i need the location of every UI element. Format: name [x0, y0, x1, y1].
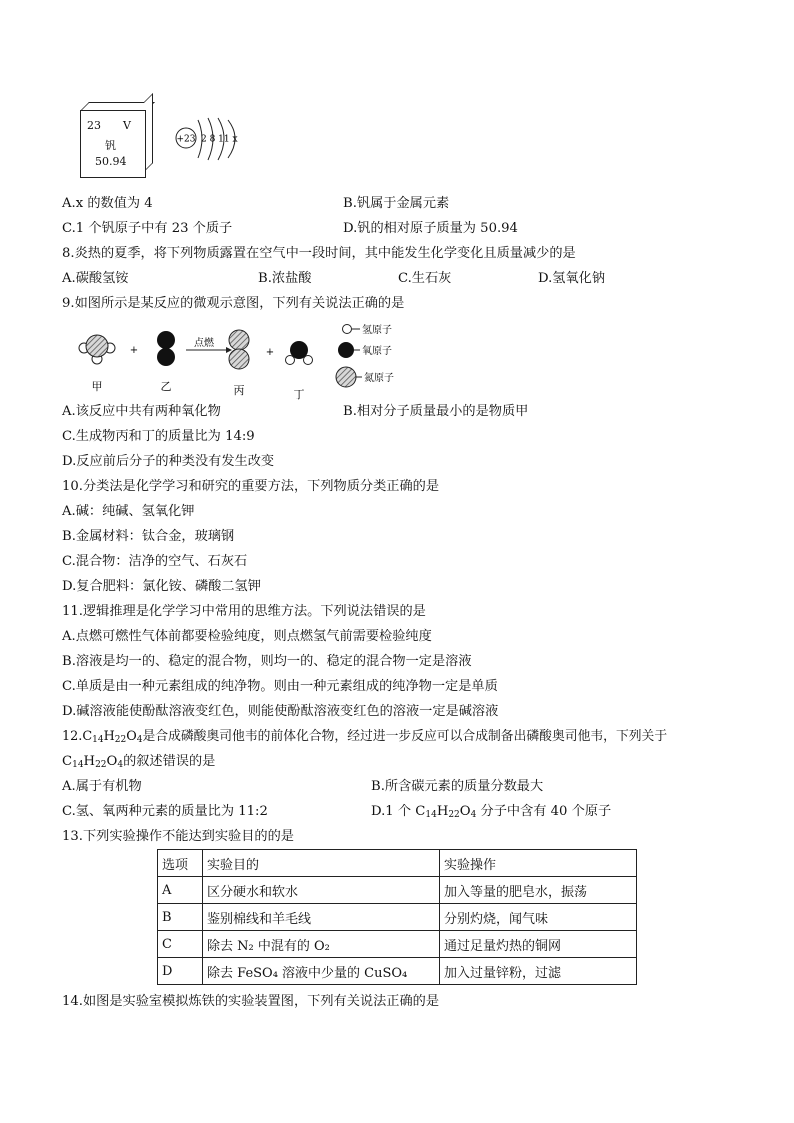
nucleus-charge: +23	[176, 134, 196, 145]
q12-stem: $12.C_{14}H_{22}O_4$是合成磷酸奥司他韦的前体化合物，经过进一步反应可以合成制备出磷酸奥司他韦，下列关于	[62, 729, 668, 745]
atom-structure-diagram	[172, 114, 252, 170]
element-symbol: V	[123, 119, 131, 132]
q11-option-c: C.单质是由一种元素组成的纯净物。则由一种元素组成的纯净物一定是单质	[62, 679, 498, 694]
q8-option-d: D.氢氧化钠	[538, 271, 606, 286]
table-row: A 区分硬水和软水 加入等量的肥皂水，振荡	[158, 877, 637, 904]
legend-hydrogen: 氢原子	[362, 325, 392, 336]
q9-option-a: A.该反应中共有两种氧化物	[62, 404, 221, 419]
header-purpose: 实验目的	[203, 850, 440, 877]
table-row: D 除去 FeSO₄ 溶液中少量的 CuSO₄ 加入过量锌粉，过滤	[158, 958, 637, 985]
molecule-ding	[286, 341, 313, 365]
label-jia: 甲	[91, 380, 103, 393]
molecule-jia	[79, 335, 115, 364]
arrow-label: 点燃	[194, 338, 214, 349]
q7-option-c: C.1 个钒原子中有 23 个质子	[62, 221, 233, 236]
svg-text:+: +	[265, 347, 275, 358]
q11-option-d: D.碱溶液能使酚酞溶液变红色，则能使酚酞溶液变红色的溶液一定是碱溶液	[62, 704, 499, 719]
electron-shells: 2 8 11 x	[201, 134, 238, 145]
header-operation: 实验操作	[440, 850, 637, 877]
header-option: 选项	[158, 850, 203, 877]
molecule-bing	[229, 330, 249, 369]
q7-option-b: B.钒属于金属元素	[343, 196, 450, 211]
legend-oxygen: 氧原子	[362, 346, 392, 357]
atomic-mass: 50.94	[95, 155, 127, 168]
element-name: 钒	[105, 139, 116, 152]
svg-text:+: +	[129, 345, 139, 356]
q11-option-b: B.溶液是均一的、稳定的混合物，则均一的、稳定的混合物一定是溶液	[62, 654, 472, 669]
table-row: B 鉴别棉线和羊毛线 分别灼烧，闻气味	[158, 904, 637, 931]
experiment-table	[157, 849, 637, 985]
card-face	[80, 110, 146, 178]
q10-option-c: C.混合物：洁净的空气、石灰石	[62, 554, 248, 569]
q12-option-b: B.所含碳元素的质量分数最大	[371, 779, 544, 794]
molecule-yi	[157, 331, 175, 366]
element-card	[80, 102, 152, 178]
q9-option-b: B.相对分子质量最小的是物质甲	[343, 404, 529, 419]
q8-option-a: A.碳酸氢铵	[62, 271, 129, 286]
q10-option-b: B.金属材料：钛合金，玻璃钢	[62, 529, 235, 544]
q7-option-a: A.x 的数值为 4	[62, 196, 153, 211]
q9-option-d: D.反应前后分子的种类没有发生改变	[62, 454, 275, 469]
q10-option-a: A.碱：纯碱、氢氧化钾	[62, 504, 195, 519]
q8-option-c: C.生石灰	[398, 271, 452, 286]
q11-stem: 11.逻辑推理是化学学习中常用的思维方法。下列说法错误的是	[62, 604, 426, 619]
reaction-micro-diagram	[74, 318, 414, 400]
label-yi: 乙	[160, 380, 172, 393]
q9-stem: 9.如图所示是某反应的微观示意图，下列有关说法正确的是	[62, 296, 405, 311]
q14-stem: 14.如图是实验室模拟炼铁的实验装置图，下列有关说法正确的是	[62, 994, 440, 1009]
q13-stem: 13.下列实验操作不能达到实验目的的是	[62, 829, 294, 844]
label-ding: 丁	[293, 388, 305, 400]
q12-option-a: A.属于有机物	[62, 779, 142, 794]
legend-nitrogen: 氮原子	[364, 373, 394, 384]
q10-option-d: D.复合肥料：氯化铵、磷酸二氢钾	[62, 579, 261, 594]
table-header-row	[158, 850, 637, 877]
q11-option-a: A.点燃可燃性气体前都要检验纯度，则点燃氢气前需要检验纯度	[62, 629, 432, 644]
q12-stem-line2: $C_{14}H_{22}O_4$的叙述错误的是	[62, 754, 216, 770]
table-row: C 除去 N₂ 中混有的 O₂ 通过足量灼热的铜网	[158, 931, 637, 958]
q12-option-c: C.氢、氧两种元素的质量比为 11:2	[62, 804, 268, 819]
q8-option-b: B.浓盐酸	[258, 271, 312, 286]
q9-option-c: C.生成物丙和丁的质量比为 14:9	[62, 429, 255, 444]
legend	[336, 323, 394, 387]
label-bing: 丙	[233, 384, 245, 397]
q12-option-d: D.1 个 $C_{14}H_{22}O_4$ 分子中含有 40 个原子	[371, 804, 612, 820]
q8-stem: 8.炎热的夏季，将下列物质露置在空气中一段时间，其中能发生化学变化且质量减少的是	[62, 246, 576, 261]
atomic-number: 23	[87, 119, 101, 132]
q10-stem: 10.分类法是化学学习和研究的重要方法，下列物质分类正确的是	[62, 479, 440, 494]
q7-option-d: D.钒的相对原子质量为 50.94	[343, 221, 518, 236]
